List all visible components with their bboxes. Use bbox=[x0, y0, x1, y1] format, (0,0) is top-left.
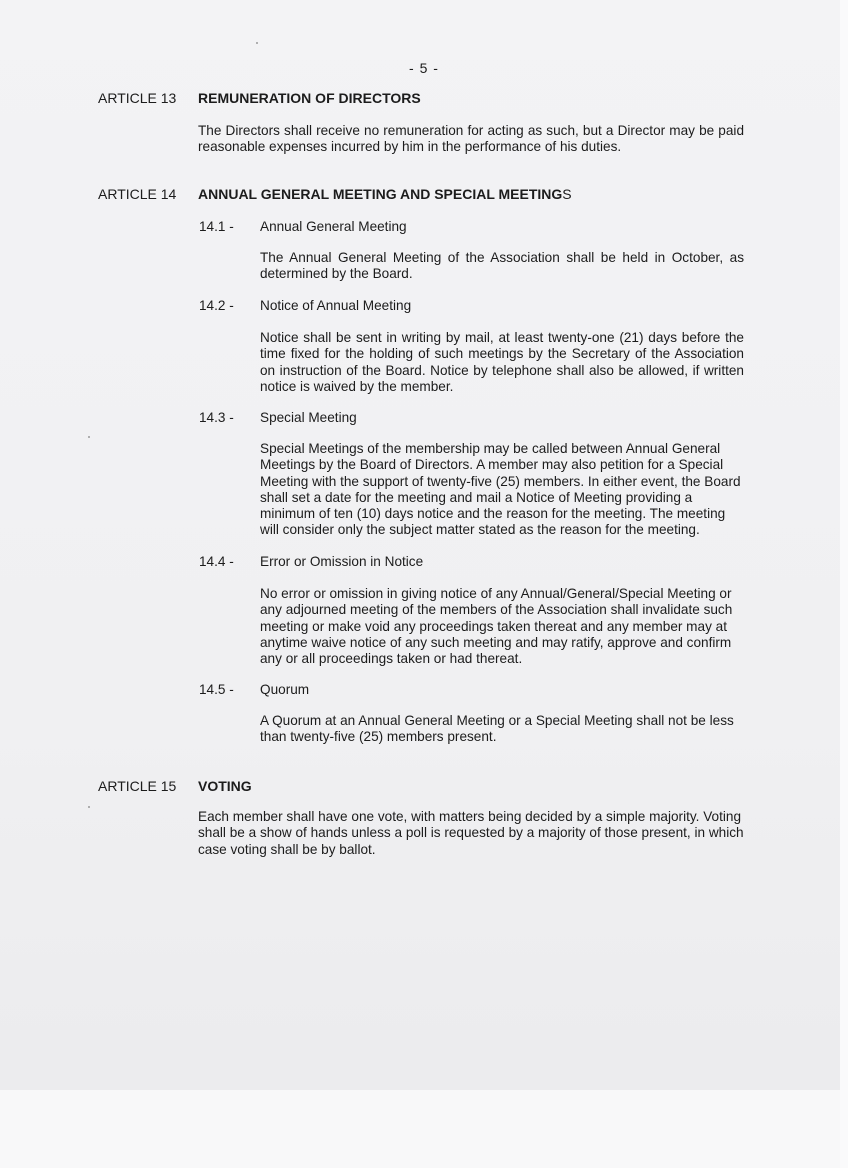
article-14-label: ARTICLE 14 bbox=[98, 186, 177, 202]
section-14-4-body: No error or omission in giving notice of any Annual/General/Special Meeting or any adjourned meeting of the members of the Association shall invalidate such meeting or make void any proceedings taken thereat and any member may at anytime waive notice of any such meeting and may ratify, approve and confirm any or all proceedings taken or had thereat. bbox=[260, 586, 733, 667]
scan-margin-right bbox=[840, 0, 848, 1168]
section-14-3-title: Special Meeting bbox=[260, 410, 357, 425]
article-14-title-tail: S bbox=[562, 186, 572, 202]
scan-speck bbox=[88, 806, 90, 808]
section-14-1-number: 14.1 - bbox=[199, 219, 234, 234]
article-13-title: REMUNERATION OF DIRECTORS bbox=[198, 90, 421, 106]
article-13-body: The Directors shall receive no remuneration for acting as such, but a Director may be paid reasonable expenses incurred by him in the performance of his duties. bbox=[198, 123, 744, 155]
section-14-5-title: Quorum bbox=[260, 682, 310, 697]
article-15-title: VOTING bbox=[198, 778, 252, 794]
section-14-5-number: 14.5 - bbox=[199, 682, 234, 697]
section-14-2-title: Notice of Annual Meeting bbox=[260, 298, 412, 313]
section-14-5-body: A Quorum at an Annual General Meeting or a Special Meeting shall not be less than twenty-five (25) members present. bbox=[260, 713, 734, 745]
section-14-3-number: 14.3 - bbox=[199, 410, 234, 425]
page-number: - 5 - bbox=[409, 60, 439, 76]
article-14-title-text: ANNUAL GENERAL MEETING AND SPECIAL MEETING bbox=[198, 186, 563, 202]
section-14-2-body: Notice shall be sent in writing by mail, at least twenty-one (21) days before the time fixed for the holding of such meetings by the Secretary of the Association on instruction of the Board. Notice by telephone shall also be allowed, if written notice is waived by the member. bbox=[260, 330, 744, 394]
scan-speck bbox=[88, 436, 90, 438]
section-14-1-title: Annual General Meeting bbox=[260, 219, 407, 234]
article-13-label: ARTICLE 13 bbox=[98, 90, 177, 106]
article-15-body: Each member shall have one vote, with matters being decided by a simple majority. Voting shall be a show of hands unless a poll is requested by a majority of those present, in which case voting shall be by ballot. bbox=[198, 809, 744, 857]
section-14-1-body: The Annual General Meeting of the Association shall be held in October, as determined by the Board. bbox=[260, 250, 744, 282]
section-14-4-number: 14.4 - bbox=[199, 554, 234, 569]
article-14-title bbox=[198, 186, 572, 202]
section-14-3-body: Special Meetings of the membership may be called between Annual General Meetings by the Board of Directors. A member may also petition for a Special Meeting with the support of twenty-five (25) members. In either event, the Board shall set a date for the meeting and mail a Notice of Meeting providing a minimum of ten (10) days notice and the reason for the meeting. The meeting will consider only the subject matter stated as the reason for the meeting. bbox=[260, 441, 741, 538]
scan-speck bbox=[256, 42, 258, 44]
section-14-2-number: 14.2 - bbox=[199, 298, 234, 313]
scan-margin-bottom bbox=[0, 1090, 848, 1168]
section-14-4-title: Error or Omission in Notice bbox=[260, 554, 424, 569]
article-15-label: ARTICLE 15 bbox=[98, 778, 177, 794]
